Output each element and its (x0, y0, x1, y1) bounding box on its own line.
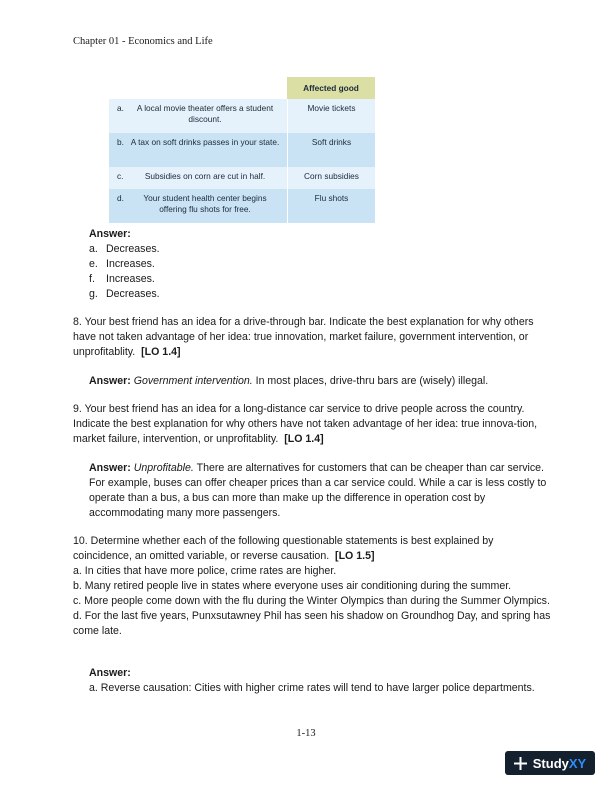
answer-label: Answer: (89, 462, 131, 474)
answer-block-1 (89, 227, 549, 302)
figure-row-good: Movie tickets (287, 99, 375, 133)
answer-9 (89, 461, 549, 521)
figure-row-good: Flu shots (287, 189, 375, 223)
figure-header-row (109, 77, 375, 99)
list-item: b. Many retired people live in states where everyone uses air conditioning during the summer. (73, 580, 512, 592)
list-text: Increases. (106, 273, 155, 285)
affected-good-header: Affected good (287, 77, 375, 99)
plus-icon (514, 757, 527, 770)
answer-8 (89, 374, 549, 389)
figure-row-letter: b. (117, 137, 124, 147)
page-number: 1-13 (296, 728, 316, 739)
list-item: c. More people come down with the flu during the Winter Olympics than during the Summer Olympics. (73, 595, 550, 607)
answer-key: Unprofitable. (133, 462, 194, 474)
list-marker: a. (89, 243, 98, 255)
answer-label: Answer: (89, 375, 131, 387)
list-item (89, 242, 549, 257)
answer-label: Answer: (89, 228, 131, 240)
affected-goods-figure (109, 77, 375, 223)
figure-row-text: Subsidies on corn are cut in half. (144, 171, 266, 181)
brand-accent: XY (568, 755, 587, 771)
question-text: 9. Your best friend has an idea for a long-distance car service to drive people across the country. Indicate the best explanation for why others have not taken advantage of her idea: true innova-tion, market failure, intervention, or unprofitablity. (73, 403, 538, 445)
chapter-header: Chapter 01 - Economics and Life (73, 36, 213, 47)
brand-name: Study (532, 755, 569, 771)
figure-row-c (109, 167, 375, 189)
question-text: 8. Your best friend has an idea for a drive-through bar. Indicate the best explanation for why others have not taken advantage of her idea: true innovation, market failure, government intervention, or unprofitablity. (73, 316, 534, 358)
question-8 (73, 315, 553, 360)
list-item (89, 287, 549, 302)
figure-row-d (109, 189, 375, 223)
answer-label: Answer: (89, 667, 131, 679)
figure-row-a (109, 99, 375, 133)
figure-row-letter: c. (117, 171, 124, 181)
list-text: Decreases. (106, 243, 160, 255)
learning-objective: [LO 1.4] (284, 433, 324, 445)
figure-row-letter: a. (117, 103, 124, 113)
question-text: 10. Determine whether each of the following questionable statements is best explained by coincidence, an omitted variable, or reverse causation. (73, 535, 494, 562)
learning-objective: [LO 1.5] (335, 550, 375, 562)
figure-row-good: Corn subsidies (287, 167, 375, 189)
answer-text: There are alternatives for customers that can be cheaper than car service. For example, buses can offer cheaper prices than a car service could. While a car is less costly to operate than a bus, a bus can more than make up the difference in operation cost by accommodating many more passengers. (89, 462, 547, 519)
list-marker: f. (89, 273, 95, 285)
figure-row-text: A tax on soft drinks passes in your state. (130, 137, 280, 147)
figure-row-good: Soft drinks (287, 133, 375, 167)
answer-10 (89, 666, 549, 696)
question-10 (73, 534, 553, 639)
figure-row-letter: d. (117, 193, 124, 203)
list-item: d. For the last five years, Punxsutawney Phil has seen his shadow on Groundhog Day, and spring has come late. (73, 610, 551, 637)
answer-text: In most places, drive-thru bars are (wisely) illegal. (255, 375, 489, 387)
answer-text: a. Reverse causation: Cities with higher crime rates will tend to have larger police departments. (89, 682, 535, 694)
figure-row-b (109, 133, 375, 167)
list-marker: e. (89, 258, 98, 270)
question-9 (73, 402, 553, 447)
list-text: Increases. (106, 258, 155, 270)
list-item (89, 257, 549, 272)
list-marker: g. (89, 288, 98, 300)
learning-objective: [LO 1.4] (141, 346, 181, 358)
answer-key: Government intervention. (133, 375, 253, 387)
figure-row-text: A local movie theater offers a student discount. (136, 103, 274, 124)
list-text: Decreases. (106, 288, 160, 300)
figure-row-text: Your student health center begins offering flu shots for free. (143, 193, 267, 214)
list-item: a. In cities that have more police, crime rates are higher. (73, 565, 337, 577)
list-item (89, 272, 549, 287)
studyxy-logo (505, 751, 595, 775)
